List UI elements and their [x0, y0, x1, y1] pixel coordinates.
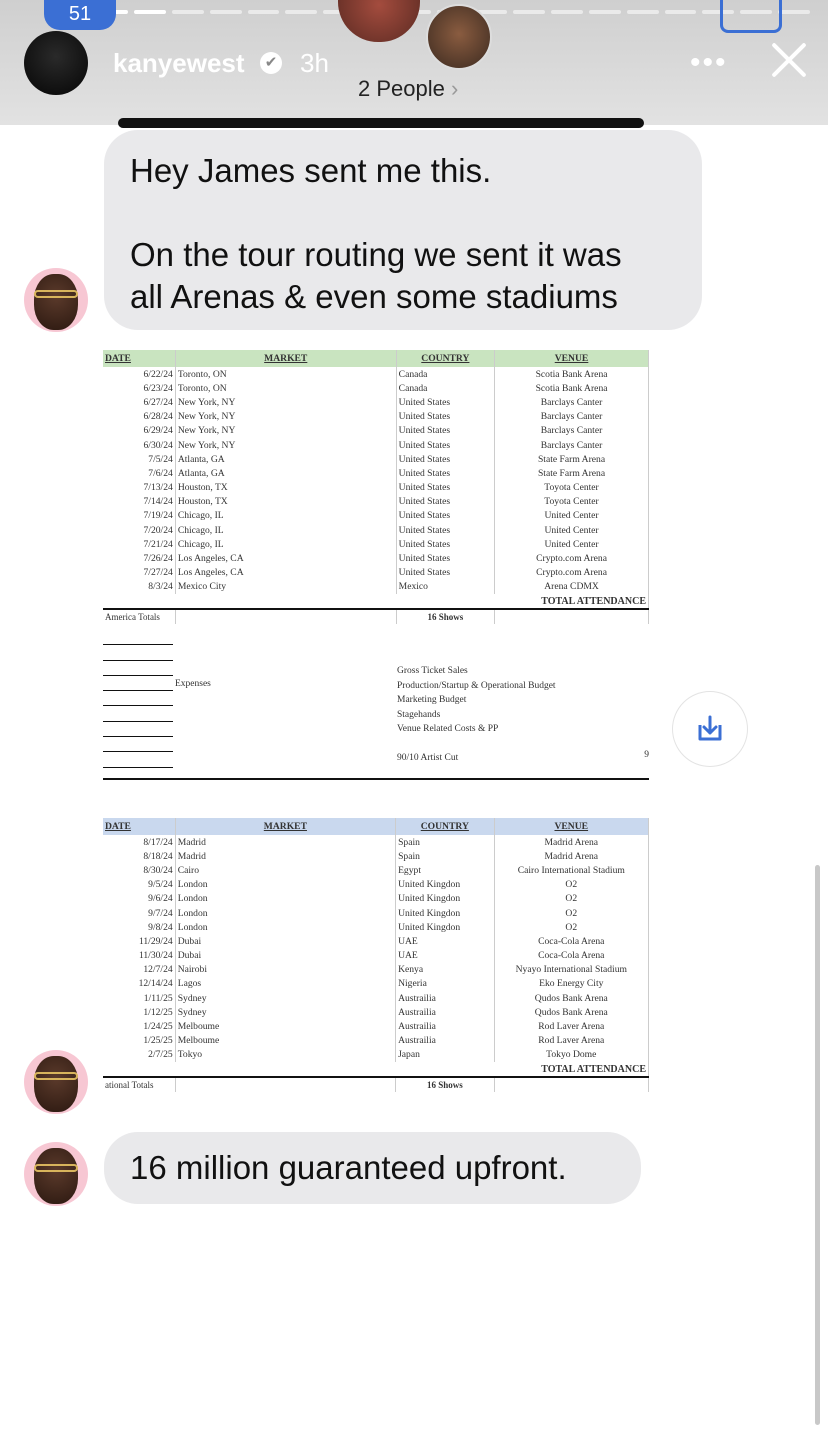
date-cell: 6/22/24 — [103, 367, 175, 381]
table-row — [103, 367, 649, 381]
market-cell: Cairo — [175, 863, 395, 877]
date-cell: 6/28/24 — [103, 410, 175, 424]
market-cell: London — [175, 906, 395, 920]
venue-cell: Coca-Cola Arena — [494, 949, 648, 963]
table-row — [103, 381, 649, 395]
market-cell: Atlanta, GA — [175, 466, 396, 480]
country-cell: Austrailia — [396, 991, 495, 1005]
country-cell: United States — [396, 424, 494, 438]
table-row — [103, 395, 649, 409]
market-cell: Nairobi — [175, 963, 395, 977]
date-cell: 1/12/25 — [103, 1005, 175, 1019]
america-totals-label: America Totals — [103, 609, 175, 624]
venue-cell: Coca-Cola Arena — [494, 934, 648, 948]
country-cell: Austrailia — [396, 1019, 495, 1033]
venue-cell: Barclays Canter — [495, 410, 649, 424]
shows-count: 16 Shows — [396, 609, 494, 624]
date-cell: 2/7/25 — [103, 1048, 175, 1062]
download-icon — [694, 713, 726, 745]
country-cell: Egypt — [396, 863, 495, 877]
table-row — [103, 438, 649, 452]
date-cell: 12/7/24 — [103, 963, 175, 977]
table-row — [103, 1048, 649, 1062]
expense-item: Venue Related Costs & PP — [397, 724, 499, 734]
date-cell: 11/29/24 — [103, 934, 175, 948]
market-cell: London — [175, 920, 395, 934]
country-cell: United States — [396, 551, 494, 565]
table-row — [103, 509, 649, 523]
venue-cell: Madrid Arena — [494, 835, 648, 849]
country-cell: United States — [396, 509, 494, 523]
market-cell: Los Angeles, CA — [175, 566, 396, 580]
table-row — [103, 849, 649, 863]
country-cell: United States — [396, 566, 494, 580]
country-cell: United Kingdon — [396, 906, 495, 920]
table-row — [103, 991, 649, 1005]
date-cell: 1/25/25 — [103, 1034, 175, 1048]
market-cell: New York, NY — [175, 438, 396, 452]
country-cell: Japan — [396, 1048, 495, 1062]
country-cell: United States — [396, 481, 494, 495]
video-call-icon[interactable] — [720, 0, 782, 33]
market-cell: London — [175, 878, 395, 892]
header-venue: VENUE — [495, 350, 649, 367]
country-cell: United States — [396, 466, 494, 480]
artist-cut-label: 90/10 Artist Cut — [397, 752, 459, 763]
message-bubble[interactable] — [104, 130, 702, 330]
table-row — [103, 863, 649, 877]
table-row — [103, 466, 649, 480]
venue-cell: Eko Energy City — [494, 977, 648, 991]
table-row — [103, 1005, 649, 1019]
date-cell: 7/20/24 — [103, 523, 175, 537]
header-country: COUNTRY — [396, 818, 495, 835]
expense-item: Marketing Budget — [397, 695, 467, 705]
market-cell: Lagos — [175, 977, 395, 991]
date-cell: 9/6/24 — [103, 892, 175, 906]
date-cell: 6/30/24 — [103, 438, 175, 452]
back-count-badge[interactable]: 51 — [44, 0, 116, 30]
total-attendance-label: TOTAL ATTENDANCE — [103, 594, 649, 609]
venue-cell: Cairo International Stadium — [494, 863, 648, 877]
market-cell: Melboume — [175, 1019, 395, 1033]
country-cell: United Kingdon — [396, 892, 495, 906]
date-cell: 6/23/24 — [103, 381, 175, 395]
venue-cell: Crypto.com Arena — [495, 566, 649, 580]
date-cell: 7/5/24 — [103, 452, 175, 466]
country-cell: United States — [396, 537, 494, 551]
market-cell: New York, NY — [175, 424, 396, 438]
venue-cell: Arena CDMX — [495, 580, 649, 594]
date-cell: 7/26/24 — [103, 551, 175, 565]
verified-icon: ✔ — [260, 52, 282, 74]
intl-totals-label: ational Totals — [103, 1077, 175, 1092]
table-row — [103, 410, 649, 424]
venue-cell: United Center — [495, 509, 649, 523]
venue-cell: O2 — [494, 878, 648, 892]
country-cell: UAE — [396, 949, 495, 963]
venue-cell: Madrid Arena — [494, 849, 648, 863]
market-cell: Chicago, IL — [175, 537, 396, 551]
venue-cell: Nyayo International Stadium — [494, 963, 648, 977]
table-row — [103, 835, 649, 849]
country-cell: UAE — [396, 934, 495, 948]
market-cell: Dubai — [175, 949, 395, 963]
date-cell: 7/19/24 — [103, 509, 175, 523]
message-text: Hey James sent me this. — [130, 152, 492, 189]
country-cell: Nigeria — [396, 977, 495, 991]
market-cell: Houston, TX — [175, 481, 396, 495]
table-row — [103, 920, 649, 934]
date-cell: 7/13/24 — [103, 481, 175, 495]
scrollbar[interactable] — [815, 865, 820, 1425]
venue-cell: Toyota Center — [495, 481, 649, 495]
date-cell: 1/24/25 — [103, 1019, 175, 1033]
country-cell: Canada — [396, 367, 494, 381]
market-cell: New York, NY — [175, 395, 396, 409]
save-image-button[interactable] — [673, 692, 747, 766]
date-cell: 8/17/24 — [103, 835, 175, 849]
table-row — [103, 537, 649, 551]
market-cell: Chicago, IL — [175, 509, 396, 523]
chevron-right-icon: › — [450, 76, 459, 101]
table-row — [103, 424, 649, 438]
participant-avatar[interactable] — [338, 0, 420, 42]
country-cell: United Kingdon — [396, 920, 495, 934]
venue-cell: United Center — [495, 523, 649, 537]
date-cell: 7/21/24 — [103, 537, 175, 551]
table-row — [103, 878, 649, 892]
country-cell: Austrailia — [396, 1034, 495, 1048]
venue-cell: Rod Laver Arena — [494, 1019, 648, 1033]
sender-avatar[interactable] — [24, 1050, 88, 1114]
expense-item: Production/Startup & Operational Budget — [397, 680, 556, 691]
table-row — [103, 1019, 649, 1033]
username[interactable]: kanyewest — [113, 48, 245, 78]
country-cell: Kenya — [396, 963, 495, 977]
venue-cell: Barclays Canter — [495, 424, 649, 438]
country-cell: United States — [396, 410, 494, 424]
header-market: MARKET — [175, 818, 395, 835]
message-text: 16 million guaranteed upfront. — [130, 1149, 567, 1186]
venue-cell: Rod Laver Arena — [494, 1034, 648, 1048]
avatar[interactable] — [24, 31, 88, 95]
venue-cell: United Center — [495, 537, 649, 551]
expense-item: Stagehands — [397, 709, 441, 720]
market-cell: Melboume — [175, 1034, 395, 1048]
country-cell: United States — [396, 395, 494, 409]
people-link[interactable] — [358, 76, 458, 102]
market-cell: London — [175, 892, 395, 906]
market-cell: Madrid — [175, 835, 395, 849]
table-row — [103, 892, 649, 906]
tour-table-america — [103, 350, 649, 624]
table-row — [103, 566, 649, 580]
header-country: COUNTRY — [396, 350, 494, 367]
table-row — [103, 1034, 649, 1048]
market-cell: Houston, TX — [175, 495, 396, 509]
date-cell: 1/11/25 — [103, 991, 175, 1005]
venue-cell: Barclays Canter — [495, 395, 649, 409]
table-row — [103, 523, 649, 537]
date-cell: 7/14/24 — [103, 495, 175, 509]
expenses-label: Expenses — [175, 679, 211, 689]
country-cell: Spain — [396, 849, 495, 863]
table-row — [103, 977, 649, 991]
table-row — [103, 580, 649, 594]
venue-cell: Scotia Bank Arena — [495, 381, 649, 395]
expense-item: Gross Ticket Sales — [397, 666, 468, 676]
country-cell: United States — [396, 438, 494, 452]
date-cell: 11/30/24 — [103, 949, 175, 963]
story-header — [0, 0, 828, 125]
date-cell: 8/18/24 — [103, 849, 175, 863]
date-cell: 9/7/24 — [103, 906, 175, 920]
market-cell: Toronto, ON — [175, 367, 396, 381]
date-cell: 9/5/24 — [103, 878, 175, 892]
market-cell: Sydney — [175, 1005, 395, 1019]
table-row — [103, 551, 649, 565]
venue-cell: Qudos Bank Arena — [494, 1005, 648, 1019]
table-row — [103, 452, 649, 466]
venue-cell: State Farm Arena — [495, 452, 649, 466]
table-row — [103, 906, 649, 920]
more-options-icon[interactable]: ••• — [690, 46, 728, 79]
date-cell: 6/27/24 — [103, 395, 175, 409]
venue-cell: Qudos Bank Arena — [494, 991, 648, 1005]
message-text: On the tour routing we sent it was — [130, 236, 622, 273]
market-cell: New York, NY — [175, 410, 396, 424]
venue-cell: Barclays Canter — [495, 438, 649, 452]
table-row — [103, 495, 649, 509]
venue-cell: O2 — [494, 892, 648, 906]
message-bubble[interactable] — [104, 1132, 641, 1204]
tour-routing-document[interactable] — [103, 350, 649, 1110]
venue-cell: Tokyo Dome — [494, 1048, 648, 1062]
sender-avatar[interactable] — [24, 268, 88, 332]
artist-cut-value: 9 — [644, 750, 649, 760]
venue-cell: Crypto.com Arena — [495, 551, 649, 565]
venue-cell: Scotia Bank Arena — [495, 367, 649, 381]
market-cell: Los Angeles, CA — [175, 551, 396, 565]
date-cell: 8/3/24 — [103, 580, 175, 594]
market-cell: Atlanta, GA — [175, 452, 396, 466]
venue-cell: Toyota Center — [495, 495, 649, 509]
total-attendance-label: TOTAL ATTENDANCE — [103, 1062, 649, 1077]
header-venue: VENUE — [494, 818, 648, 835]
table-row — [103, 481, 649, 495]
previous-message-edge — [118, 118, 644, 128]
country-cell: United States — [396, 452, 494, 466]
market-cell: Sydney — [175, 991, 395, 1005]
date-cell: 7/27/24 — [103, 566, 175, 580]
country-cell: Mexico — [396, 580, 494, 594]
header-date: DATE — [103, 818, 175, 835]
venue-cell: State Farm Arena — [495, 466, 649, 480]
country-cell: United Kingdon — [396, 878, 495, 892]
venue-cell: O2 — [494, 920, 648, 934]
close-icon[interactable] — [768, 40, 808, 80]
market-cell: Madrid — [175, 849, 395, 863]
market-cell: Dubai — [175, 934, 395, 948]
date-cell: 6/29/24 — [103, 424, 175, 438]
date-cell: 12/14/24 — [103, 977, 175, 991]
post-time: 3h — [300, 48, 329, 78]
country-cell: United States — [396, 523, 494, 537]
header-date: DATE — [103, 350, 175, 367]
market-cell: Toronto, ON — [175, 381, 396, 395]
table-row — [103, 949, 649, 963]
date-cell: 9/8/24 — [103, 920, 175, 934]
country-cell: Austrailia — [396, 1005, 495, 1019]
header-market: MARKET — [175, 350, 396, 367]
market-cell: Chicago, IL — [175, 523, 396, 537]
participant-avatar[interactable] — [426, 4, 492, 70]
date-cell: 8/30/24 — [103, 863, 175, 877]
market-cell: Tokyo — [175, 1048, 395, 1062]
message-text: all Arenas & even some stadiums — [130, 278, 618, 315]
shows-count: 16 Shows — [396, 1077, 495, 1092]
country-cell: Spain — [396, 835, 495, 849]
tour-table-international — [103, 818, 649, 1092]
venue-cell: O2 — [494, 906, 648, 920]
table-row — [103, 934, 649, 948]
country-cell: Canada — [396, 381, 494, 395]
table-row — [103, 963, 649, 977]
people-label: 2 People — [358, 76, 445, 101]
market-cell: Mexico City — [175, 580, 396, 594]
sender-avatar[interactable] — [24, 1142, 88, 1206]
date-cell: 7/6/24 — [103, 466, 175, 480]
country-cell: United States — [396, 495, 494, 509]
